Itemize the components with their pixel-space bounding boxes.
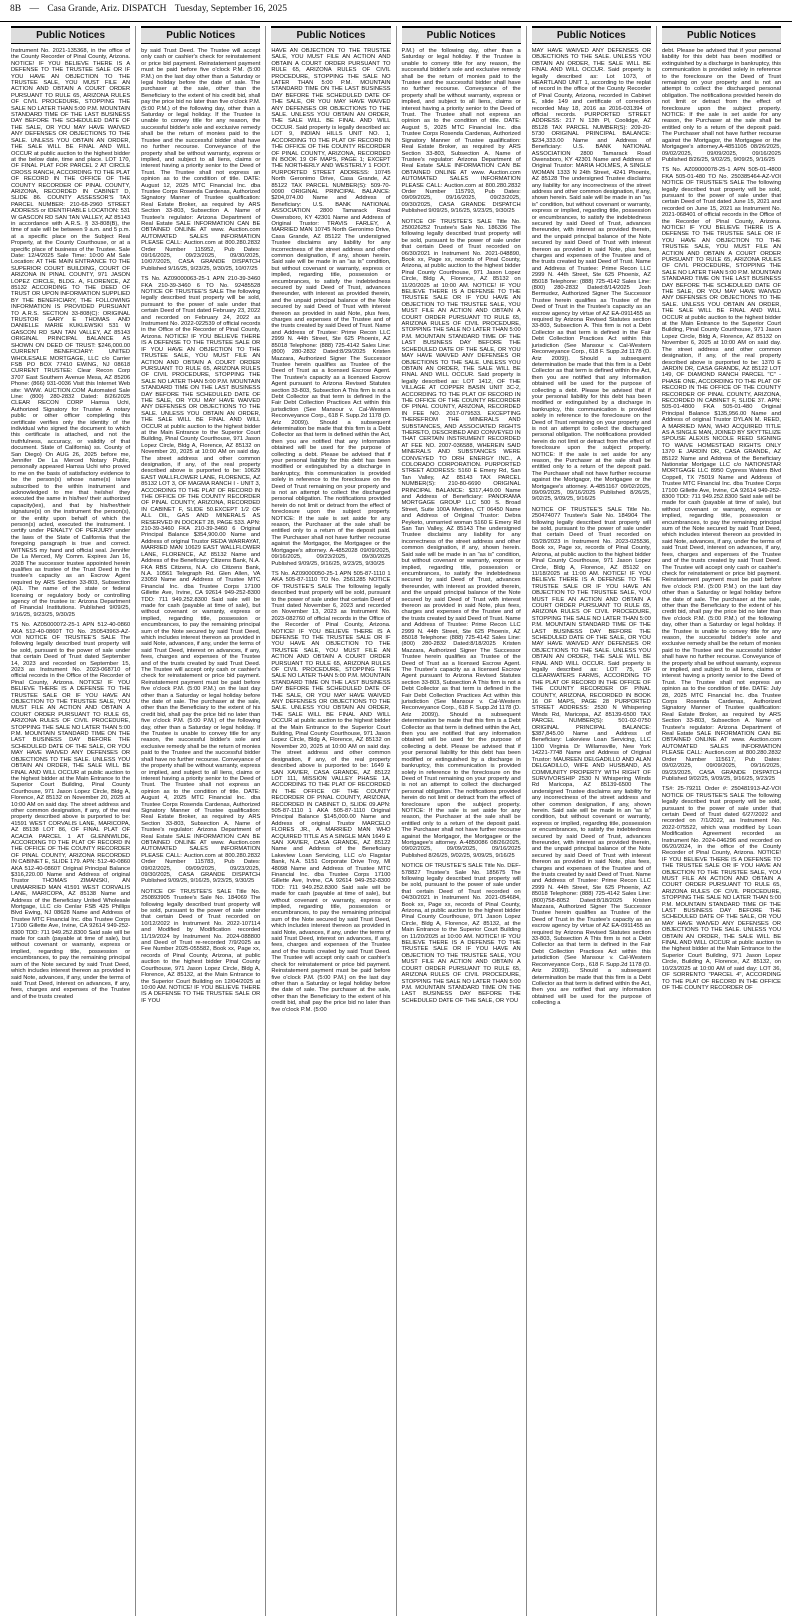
publication-date: Tuesday, September 16, 2025 bbox=[174, 4, 287, 14]
notice-columns bbox=[0, 22, 792, 1616]
header-dash: — bbox=[29, 4, 39, 14]
column-heading: Public Notices bbox=[532, 26, 651, 44]
page-header bbox=[0, 0, 792, 22]
notice-text: Instrument No. 2021-135368, in the office of the County Recorder of Pinal County, Arizona. NOTICE! IF YOU BELIEVE THERE IS A DEFENSE TO THE TRUSTEE SALE OR IF YOU HAVE AN OBJECTION TO THE TRUSTEE SALE, YOU MUST FILE AN ACTION AND OBTAIN A COURT ORDER PURSUANT TO RULE 65, ARIZONA RULES OF CIVIL PROCEDURE, STOPPING THE SALE NO LATER THAN 5:00 P.M. MOUNTAIN STANDARD TIME OF THE LAST BUSINESS DAY BEFORE THE SCHEDULED DATE OF THE SALE, OR YOU MAY HAVE WAIVED ANY DEFENSES OR OBJECTIONS TO THE SALE. UNLESS YOU OBTAIN AN ORDER, THE SALE WILL BE FINAL AND WILL OCCUR at public auction to the highest bidder at the below date, time and place. LOT 170, OF FINAL PLAT FOR PARCEL 2 AT CIRCLE CROSS RANCH, ACCORDING TO THE PLAT OF RECORD IN THE OFFICE OF THE COUNTY RECORDER OF PINAL COUNTY, ARIZONA, RECORDED IN CABINET D, SLIDE 86. COUNTY ASSESSOR'S TAX PARCEL NUMBER: 210-68-2960 STREET ADDRESS or IDENTIFIABLE LOCATION: 531 W GASCON RD SAN TAN VALLEY, AZ 85143 in accordance with A.R.S. § 33-808(B), the time of sale will be between 9 a.m. and 5 p.m. at a specific place on the Subject Real Property, at the County Courthouse, or at a specific place of business of the Trustee. Sale Date: 12/4/2025 Sale Time: 10:00 AM Sale Location: AT THE MAIN ENTRANCE TO THE SUPERIOR COURT BUILDING, COURT OF ARIZONA IN PINAL COUNTY, 971 JASON LOPEZ CIRCLE, BLDG. A, FLORENCE, AZ 85132 ACCORDING TO THE DEED OF TRUST OR UPON INFORMATION SUPPLIED BY THE BENEFICIARY, THE FOLLOWING INFORMATION IS PROVIDED PURSUANT TO A.R.S. SECTION 33-808(C): ORIGINAL TRUSTOR GARY E THOMAS AND DANIELLE MARIE KUKLEWSKI 531 W GASCON RD SAN TAN VALLEY, AZ 85143 ORIGINAL PRINCIPAL BALANCE AS SHOWN ON DEED OF TRUST: $246,000.00 CURRENT BENEFICIARY: UNITED WHOLESALE MORTGAGE, LLC c/o Carrier FSB PO BOX 77410 EWING, NJ 08618 CURRENT TRUSTEE: Clear Recon Corp 3707 East Southern Avenue Mesa, AZ 85206 Phone: (866) 931-0036 Visit this Internet Web site: WWW. AUCTION.COM Automated Sale Line: (800) 280-2832 Dated: 8/26/2025 CLEAR RECON CORP Hamsa Uchi, Authorized Signatory for Trustee A notary public or other officer completing this certificate verifies only the identity of the individual who signed the document to which this certificate is attached, and not the truthfulness, accuracy, or validity of that document. State of California) ss. County of San Diego) On AUG 26, 2025 before me, Jennifer De La Merced Notary Public, personally appeared Hamsa Uchi who proved to me on the basis of satisfactory evidence to be the person(s) whose name(s) is/are subscribed to the within instrument and acknowledged to me that he/she/ they executed the same in his/her/ their authorized capacity(ies), and that by his/her/their signature(s) on the instrument the person(s), or the entity upon behalf of which the person(s) acted, executed the instrument. I certify under PENALTY OF PERJURY under the laws of the State of California that the foregoing paragraph is true and correct. WITNESS my hand and official seal. Jennifer De La Merced, My Comm. Expires Jan 16, 2028 The successor trustee appointed herein qualifies as trustee of the Trust Deed in the trustee's capacity as an Escrow Agent required by ARS Section 33-803, Subsection (A)1. The name of the state or federal licensing or regulatory body or controlling agency of the trustee is: Arizona Department of Financial Institutions. Published 9/09/25, 9/16/25, 9/23/25, 9/30/25 bbox=[11, 48, 131, 618]
notice-text: debt. Please be advised that if your personal liability for this debt has been modified or extinguished by a discharge in bankruptcy, this communication is provided solely in reference to the foreclosure on the Deed of Trust remaining on your property and is not an attempt to collect the discharged personal obligation. The notifications provided herein do not limit or detract from the effect of foreclosure upon the subject property. NOTICE: If the sale is set aside for any reason, the Purchaser at the sale shall be entitled only to a return of the deposit paid. The Purchaser shall not have further recourse against the Mortgagor, the Mortgagee or the Mortgagee's attorney.A-4851105 08/26/2025, 09/02/2025, 09/09/2025, 09/16/2025 Published 8/26/25, 9/02/25, 9/09/25, 9/16/25 bbox=[661, 48, 782, 163]
notice-text: HAVE AN OBJECTION TO THE TRUSTEE SALE, YOU MUST FILE AN ACTION AND OBTAIN A COURT ORDER PURSUANT TO RULE 65, ARIZONA RULES OF CIVIL PROCEDURE, STOPPING THE SALE NO LATER THAN 5:00 P.M. MOUNTAIN STANDARD TIME ON THE LAST BUSINESS DAY BEFORE THE SCHEDULED DATE OF THE SALE, OR YOU MAY HAVE WAIVED ANY DEFENSES OR OBJECTIONS TO THE SALE. UNLESS YOU OBTAIN AN ORDER, THE SALE WILL BE FINAL AND WILL OCCUR. Said property is legally described as: LOT 9, INDIAN HILLS UNIT NO. 1, ACCORDING TO THE PLAT OF RECORD IN THE OFFICE OF THE COUNTY RECORDER OF PINAL COUNTY, ARIZONA, RECORDED IN BOOK 19 OF MAPS, PAGE 1; EXCEPT THE NORTHERLY AND WESTERLY 1 FOOT. PURPORTED STREET ADDRESS: 10745 North Geronimo Drive, Casa Grande, AZ 85122 TAX PARCEL NUMBER(S): 509-70-0090 ORIGINAL PRINCIPAL BALANCE: $204,074.00 Name and Address of Beneficiary: U.S. BANK NATIONAL ASSOCIATION 2800 Tamarack Road Owensboro, KY 42301 Name and Address of Original Trustor: TRAVIS FARLEY, A MARRIED MAN 10745 North Geronimo Drive, Casa Grande, AZ 85122 The undersigned Trustee disclaims any liability for any incorrectness of the street address and other common designation, if any, shown herein. Said sale will be made in an "as is" condition, but without covenant or warranty, express or implied, regarding title, possession or encumbrances, to satisfy the indebtedness secured by said Deed of Trust, advances thereunder, with interest as provided therein, and the unpaid principal balance of the Note secured by said Deed of Trust with interest thereon as provided in said Note, plus fees, charges and expenses of the Trustee and of the trusts created by said Deed of Trust. Name and Address of Trustee: Prime Recon LLC 2999 N. 44th Street, Ste 625 Phoenix, AZ 85018 Telephone: (888) 725-4142 Sales Line: (800) 280-2832 Dated:8/29/2025 Kristen Mazzara, Authorized Signer The Successor Trustee herein qualifies as Trustee of the Deed of Trust as a licensed Escrow Agent. The Trustee's capacity as a licensed Escrow Agent pursuant to Arizona Revised Statutes section 33-803, Subsection A This firm is not a Debt Collector as that term is defined in the Fair Debt Collection Practices Act within this jurisdiction (See Mansour v. Cal-Western Reconveyance Corp., 618 F. Supp.2d 1178 (D. Ariz 2009)). Should a subsequent determination be made that this firm is a Debt Collector as that term is defined within the Act, then you are notified that any information obtained will be used for the purpose of collecting a debt. Please be advised that if your personal liability for this debt has been modified or extinguished by a discharge in bankruptcy, this communication is provided solely in reference to the foreclosure on the Deed of Trust remaining on your property and is not an attempt to collect the discharged personal obligation. The notifications provided herein do not limit or detract from the effect of foreclosure upon the subject property. NOTICE: If the sale is set aside for any reason, the Purchaser at the sale shall be entitled only to a return of the deposit paid. The Purchaser shall not have further recourse against the Mortgagor, the Mortgagee or the Mortgagee's attorney. A-4852028 09/09/2025, 09/16/2025, 09/23/2025, 09/30/2025 Published 9/09/25, 9/16/25, 9/23/25, 9/30/25 bbox=[271, 48, 391, 567]
column-heading: Public Notices bbox=[662, 26, 781, 44]
notice-text: NOTICE OF TRUSTEE'S SALE Title No. DEF-578827 Trustee's Sale No. 185675 The following legally described trust property will be sold, pursuant to the power of sale under that certain Deed of Trust recorded on 04/30/2021 in Instrument No. 2021-054684, Book xx, Page xx, records of Pinal County, Arizona, at public auction to the highest bidder Pinal County Courthouse, 971 Jason Lopez Circle, Bldg A, Florence, AZ 85132, at the Main Entrance to the Superior Court Building on 11/20/2025 at 10:00 AM. NOTICE! IF YOU BELIEVE THERE IS A DEFENSE TO THE TRUSTEE SALE OR IF YOU HAVE AN OBJECTION TO THE TRUSTEE SALE, YOU MUST FILE AN ACTION AND OBTAIN A COURT ORDER PURSUANT TO RULE 65, ARIZONA RULES OF CIVIL PROCEDURE, STOPPING THE SALE NO LATER THAN 5:00 P.M. MOUNTAIN STANDARD TIME ON THE LAST BUSINESS DAY BEFORE THE SCHEDULED DATE OF THE SALE, OR YOU bbox=[401, 863, 521, 1004]
notice-text: P.M.) of the following day, other than a Saturday or legal holiday. If the Trustee is unable to convey title for any reason, the successful bidder's sole and exclusive remedy shall be the return of monies paid to the Trustee and the successful bidder shall have no further recourse. Conveyance of the property shall be without warranty, express or implied, and subject to all liens, claims or interest having a priority senior to the Deed of Trust. The Trustee shall not express an opinion as to the condition of title. DATE: August 5, 2025 MTC Financial Inc. dba Trustee Corps Rosenda Cardenas, Authorized Signatory Manner of Trustee qualification: Real Estate Broker, as required by ARS Section 33-803, Subsection A. Name of Trustee's regulator: Arizona Department of Real Estate SALE INFORMATION CAN BE OBTAINED ONLINE AT www. Auction.com AUTOMATED SALES INFORMATION PLEASE CALL: Auction.com at 800.280.2832 Order Number 115793, Pub Dates: 09/09/2025, 09/16/2025, 09/23/2025, 09/30/2025, CASA GRANDE DISPATCH Published 9/09/25, 9/16/25, 9/23/25, 9/30/25 bbox=[401, 48, 521, 215]
column-5 bbox=[527, 26, 657, 1616]
notice-text: TS#: 25-79211 Order #: 250481913-AZ-VOI NOTICE OF TRUSTEE'S SALE The following legally described trust property will be sold, pursuant to the power of sale under that certain Deed of Trust dated 6/27/2022 and recorded on 7/1/2022, as Instrument No. 2022-075522, which was modified by Loan Modification Agreement recorded as Instrument No. 2024-046296 and recorded on 06/20/2024, in the office of the County Recorder of Pinal County, Arizona. NOTICE! IF YOU BELIEVE THERE IS A DEFENSE TO THE TRUSTEE SALE OR IF YOU HAVE AN OBJECTION TO THE TRUSTEE SALE, YOU MUST FILE AN ACTION AND OBTAIN A COURT ORDER PURSUANT TO RULE 65, ARIZONA RULES OF CIVIL PROCEDURE, STOPPING THE SALE NO LATER THAN 5:00 P.M. MOUNTAIN STANDARD TIME OF THE LAST BUSINESS DAY BEFORE THE SCHEDULED DATE OF THE SALE, OR YOU MAY HAVE WAIVED ANY DEFENSES OR OBJECTIONS TO THE SALE. UNLESS YOU OBTAIN AN ORDER, THE SALE WILL BE FINAL AND WILL OCCUR at public auction to the highest bidder at the Main Entrance to the Superior Court Building, 971 Jason Lopez Circle, Building A, Florence, AZ 85132, on 10/23/2025 at 10:00 AM of said day: LOT 36, OF SORRENTO "PARCEL 4", ACCORDING TO THE PLAT OF RECORD IN THE OFFICE OF THE COUNTY RECORDER OF bbox=[661, 786, 782, 991]
notice-text: TS No. AZ09000078-25-1 APN 505-01-4800 FKA 505-01-480 TO No. 250385464-AZ-VOI NOTICE OF TRUSTEE'S SALE The following legally described trust property will be sold, pursuant to the power of sale under that certain Deed of Trust dated June 15, 2021 and recorded on June 15, 2021 as Instrument No. 2021-068401 of official records in the Office of the Recorder of Pinal County, Arizona. NOTICE! IF YOU BELIEVE THERE IS A DEFENSE TO THE TRUSTEE SALE OR IF YOU HAVE AN OBJECTION TO THE TRUSTEE SALE, YOU MUST FILE AN ACTION AND OBTAIN A COURT ORDER PURSUANT TO RULE 65, ARIZONA RULES OF CIVIL PROCEDURE, STOPPING THE SALE NO LATER THAN 5:00 P.M. MOUNTAIN STANDARD TIME ON THE LAST BUSINESS DAY BEFORE THE SCHEDULED DATE OF THE SALE, OR YOU MAY HAVE WAIVED ANY DEFENSES OR OBJECTIONS TO THE SALE. UNLESS YOU OBTAIN AN ORDER, THE SALE WILL BE FINAL AND WILL OCCUR at public auction to the highest bidder at the Main Entrance to the Superior Court Building, Pinal County Courthouse, 971 Jason Lopez Circle, Bldg A, Florence, AZ 85132 on November 6, 2025 at 10:00 AM on said day. The street address and other common designation, if any, of the real property described above is purported to be: 1370 E JARDIN DR, CASA GRANDE, AZ 85122 LOT 149, OF DIAMOND RANCH PARCEL "C" - PHASE ONE, ACCORDING TO THE PLAT OF RECORD IN THE OFFICE OF THE COUNTY RECORDER OF PINAL COUNTY, ARIZONA, RECORDED IN CABINET F, SLIDE 37. APN: 505-01-4800 FKA 505-01-480 Original Principal Balance $135,956.00 Name and Address of original Trustor DYLAN M. REED, A MARRIED MAN, WHO ACQUIRED TITLE AS A SINGLE MAN, JOINED BY SKYTTELIZE SPOUSE ALEXIS NICOLE REED SIGNING TO WAIVE HOMESTEAD RIGHTS ONLY 1370 E JARDIN DR, CASA GRANDE, AZ 85122 Name and Address of the Beneficiary Nationstar Mortgage LLC c/o NATIONSTAR MORTGAGE LLC 8950 Cypress Waters Blvd Coppell, TX 75019 Name and Address of Trustee MTC Financial Inc. dba Trustee Corps 17100 Gillette Ave, Irvine, CA 92614 949-252-8300 TDD: 711 949.252.8300 Said sale will be made for cash (payable at time of sale), but without covenant or warranty, express or implied, regarding title, possession or encumbrances, to pay the remaining principal sum of the Note secured by said Trust Deed, which includes interest thereon as provided in said Note, advances, if any, under the terms of said Trust Deed, interest on advances, if any, fees, charges and expenses of the Trustee and of the trusts created by said Trust Deed. The Trustee will accept only cash or cashier's check for reinstatement or price bid payment. Reinstatement payment must be paid before five o'clock P.M. (5:00 P.M.) on the last day other than a Saturday or legal holiday before the date of sale. The purchaser at the sale, other than the Beneficiary to the extent of his credit bid, shall pay the price bid no later than five o'clock P.M. (5:00 P.M.) of the following day, other than a Saturday or legal holiday. If the Trustee is unable to convey title for any reason, the successful bidder's sole and exclusive remedy shall be the return of monies paid to the Trustee and the successful bidder shall have no further recourse. Conveyance of the property shall be without warranty, express or implied, and subject to all liens, claims or interest having a priority senior to the Deed of Trust. The Trustee shall not express an opinion as to the condition of title. DATE: July 28, 2025 MTC Financial Inc. dba Trustee Corps Rosenda Cardenas, Authorized Signatory Manner of Trustee qualification: Real Estate Broker, as required by ARS Section 33-803, Subsection A. Name of Trustee's regulator: Arizona Department of Real Estate SALE INFORMATION CAN BE OBTAINED ONLINE AT www. Auction.com AUTOMATED SALES INFORMATION PLEASE CALL: Auction.com at 800.280.2832 Order Number 115617, Pub Dates: 09/02/2025, 09/09/2025, 09/16/2025, 09/23/2025, CASA GRANDE DISPATCH Published 9/02/25, 9/09/25, 9/16/25, 9/23/25 bbox=[661, 167, 782, 782]
column-3 bbox=[266, 26, 396, 1616]
column-2 bbox=[136, 26, 266, 1616]
column-heading: Public Notices bbox=[271, 26, 390, 44]
column-4 bbox=[397, 26, 527, 1616]
notice-text: NOTICE OF TRUSTEE'S SALE Title No. 250893905 Trustee's Sale No. 184069 The following legally described trust property will be sold, pursuant to the power of sale under that certain Deed of Trust recorded on 10/12/2022 in Instrument No. 2022-107114 and Modified by Modification recorded 11/19/2024 by Instrument No. 2024-088800 and Deed of Trust re-recorded 7/9/2025 as Fee Number 2025-055582, Book xx, Page xx, records of Pinal County, Arizona, at public auction to the highest bidder Pinal County Courthouse, 971 Jason Lopez Circle, Bldg A, Florence, AZ 85132, at the Main Entrance to the Superior Court Building on 12/04/2025 at 10:00 AM. NOTICE! IF YOU BELIEVE THERE IS A DEFENSE TO THE TRUSTEE SALE OR IF YOU bbox=[141, 888, 261, 1004]
publication-name: Casa Grande, Ariz. DISPATCH bbox=[47, 4, 167, 14]
notice-text: MAY HAVE WAIVED ANY DEFENSES OR OBJECTIONS TO THE SALE. UNLESS YOU OBTAIN AN ORDER, THE SALE WILL BE FINAL AND WILL OCCUR. Said property is legally described as: Lot 1073, of HEARTLAND UNIT 1, according to the replat of record in the office of the County Recorder of Pinal County, Arizona, recorded in Cabinet E, slide 149 and certificate of correction recorded May 18, 2016 as 2016-031394 of official records. PURPORTED STREET ADDRESS: 217 N 13th Pl, Coolidge, AZ 85128 TAX PARCEL NUMBER(S): 209-20-5730 ORIGINAL PRINCIPAL BALANCE: $234,333.00 Name and Address of Beneficiary: U.S. BANK NATIONAL ASSOCIATION 2800 Tamarack Road Owensboro, KY 42301 Name and Address of Original Trustor: MARIA HOLMES, A SINGLE WOMAN 1333 N 24th Street, 4241 Phoenix, AZ 85128 The undersigned Trustee disclaims any liability for any incorrectness of the street address and other common designation, if any, shown herein. Said sale will be made in an "as is" condition, but without covenant or warranty, express or implied, regarding title, possession or encumbrances, to satisfy the indebtedness secured by said Deed of Trust, advances thereunder, with interest as provided therein, and the unpaid principal balance of the Note secured by said Deed of Trust with interest thereon as provided in said Note, plus fees, charges and expenses of the Trustee and of the trusts created by said Deed of Trust. Name and Address of Trustee: Prime Recon LLC 2999 N. 44th Street, Ste 625 Phoenix, AZ 85018 Telephone: (888) 725-4142 Sales Line: (800) 280-2832 Dated:8/14/2025 Josh Bermudez, Authorized Signer The Successor Trustee herein qualifies as Trustee of the Deed of Trust in the Trustee's capacity as an escrow agency by virtue of AZ EA-0911455 as required by Arizona Revised Statutes section 33-803, Subsection A. This firm is not a Debt Collector as that term is defined in the Fair Debt Collection Practices Act within this jurisdiction (See Mansour v. Cal-Western Reconveyance Corp., 618 F. Supp.2d 1178 (D. Ariz 2009)). Should a subsequent determination be made that this firm is a Debt Collector as that term is defined within the Act, then you are notified that any information obtained will be used for the purpose of collecting a debt. Please be advised that if your personal liability for this debt has been modified or extinguished by a discharge in bankruptcy, this communication is provided solely in reference to the foreclosure on the Deed of Trust remaining on your property and is not an attempt to collect the discharged personal obligation. The notifications provided herein do not limit or detract from the effect of foreclosure upon the subject property. NOTICE: If the sale is set aside for any reason, the Purchaser at the sale shall be entitled only to a return of the deposit paid. The Purchaser shall not have further recourse against the Mortgagor, the Mortgagee or the Mortgagee's attorney. A-4851167 09/02/2025, 09/09/2025, 09/16/2025 Published 8/26/25, 9/02/25, 9/09/25, 9/16/25 bbox=[531, 48, 651, 503]
notice-text: TS No. AZ05000072-25-1 APN 512-40-0860 AKA 512-40-0860T TO No. 250543963-AZ-VOI NOTICE OF TRUSTEE'S SALE The following legally described trust property will be sold, pursuant to the power of sale under that certain Deed of Trust dated September 14, 2023 and recorded on September 15, 2023 as Instrument No. 2023-068710 of official records in the Office of the Recorder of Pinal County, Arizona. NOTICE! IF YOU BELIEVE THERE IS A DEFENSE TO THE TRUSTEE SALE OR IF YOU HAVE AN OBJECTION TO THE TRUSTEE SALE, YOU MUST FILE AN ACTION AND OBTAIN A COURT ORDER PURSUANT TO RULE 65, ARIZONA RULES OF CIVIL PROCEDURE, STOPPING THE SALE NO LATER THAN 5:00 P.M. MOUNTAIN STANDARD TIME ON THE LAST BUSINESS DAY BEFORE THE SCHEDULED DATE OF THE SALE, OR YOU MAY HAVE WAIVED ANY DEFENSES OR OBJECTIONS TO THE SALE. UNLESS YOU OBTAIN AN ORDER, THE SALE WILL BE FINAL AND WILL OCCUR at public auction to the highest bidder at the Main Entrance to the Superior Court Building, Pinal County Courthouse, 971 Jason Lopez Circle, Bldg A, Florence, AZ 85132 on November 20, 2025 at 10:00 AM on said day. The street address and other common designation, if any, of the real property described above is purported to be: 41591 WEST CORVALIS LANE, MARICOPA, AZ 85138 LOT 86, OF FINAL PLAT OF ACACIA PARCEL 1 AT GLENNWILDE, ACCORDING TO THE PLAT OF RECORD IN THE OFFICE OF THE COUNTY RECORDER OF PINAL COUNTY, ARIZONA RECORDED IN CABINET E, SLIDE 179. APN: 512-40-0860 AKA 512-40-0860T Original Principal Balance $316,220.00 Name and Address of original Trustor THOMAS ZIMANSKI, AN UNMARRIED MAN 41591 WEST CORVALIS LANE, MARICOPA, AZ 85138 Name and Address of the Beneficiary United Wholesale Mortgage, LLC c/o Cenlar FSB 425 Phillips Blvd Ewing, NJ 08628 Name and Address of Trustee MTC Financial Inc. dba Trustee Corps 17100 Gillette Ave, Irvine, CA 92614 949-252-8300 TDD: 711 949.252.8300 Said sale will be made for cash (payable at time of sale), but without covenant or warranty, express or implied, regarding title, possession or encumbrances, to pay the remaining principal sum of the Note secured by said Trust Deed, which includes interest thereon as provided in said Note, advances, if any, under the terms of said Trust Deed, interest on advances, if any, fees, charges and expenses of the Trustee and of the trusts created bbox=[11, 622, 131, 1000]
notice-text: by said Trust Deed. The Trustee will accept only cash or cashier's check for reinstatement or price bid payment. Reinstatement payment must be paid before five o'clock P.M. (5:00 P.M.) on the last day other than a Saturday or legal holiday before the date of sale. The purchaser at the sale, other than the Beneficiary to the extent of his credit bid, shall pay the price bid no later than five o'clock P.M. (5:00 P.M.) of the following day, other than a Saturday or legal holiday. If the Trustee is unable to convey title for any reason, the successful bidder's sole and exclusive remedy shall be the return of monies paid to the Trustee and the successful bidder shall have no further recourse. Conveyance of the property shall be without warranty, express or implied, and subject to all liens, claims or interest having a priority senior to the Deed of Trust. The Trustee shall not express an opinion as to the condition of title. DATE: August 12, 2025 MTC Financial Inc. dba Trustee Corps Rosenda Cardenas, Authorized Signatory Manner of Trustee qualification: Real Estate Broker, as required by ARS Section 33-803, Subsection A. Name of Trustee's regulator: Arizona Department of Real Estate SALE INFORMATION CAN BE OBTAINED ONLINE AT www. Auction.com AUTOMATED SALES INFORMATION PLEASE CALL: Auction.com at 800.280.2832 Order Number 115952, Pub Dates: 09/16/2025, 09/23/2025, 09/30/2025, 10/07/2025, CASA GRANDE DISPATCH Published 9/16/25, 9/23/25, 9/30/25, 10/07/25 bbox=[141, 48, 261, 272]
notice-text: NOTICE OF TRUSTEE'S SALE Title No. 250026252 Trustee's Sale No. 186336 The following legally described trust property will be sold, pursuant to the power of sale under that certain Deed of Trust recorded on 06/30/2021 in Instrument No. 2021-048890, Book xx, Page xx, records of Pinal County, Arizona, at public auction to the highest bidder Pinal County Courthouse, 971 Jason Lopez Circle, Bldg A, Florence, AZ 85132 on 11/20/2025 at 10:00 AM. NOTICE! IF YOU BELIEVE THERE IS A DEFENSE TO THE TRUSTEE SALE OR IF YOU HAVE AN OBJECTION TO THE TRUSTEE SALE, YOU MUST FILE AN ACTION AND OBTAIN A COURT ORDER PURSUANT TO RULE 65, ARIZONA RULES OF CIVIL PROCEDURE, STOPPING THE SALE NO LATER THAN 5:00 P.M. MOUNTAIN STANDARD TIME OF THE LAST BUSINESS DAY BEFORE THE SCHEDULED DATE OF THE SALE, OR YOU MAY HAVE WAIVED ANY DEFENSES OR OBJECTIONS TO THE SALE. UNLESS YOU OBTAIN AN ORDER, THE SALE WILL BE FINAL AND WILL OCCUR. Said property is legally described as: LOT 1412, OF THE VILLAGE AT COPPER BASIN UNIT 3C-2, ACCORDING TO THE PLAT OF RECORD IN THE OFFICE OF THE COUNTY RECORDER OF PINAL COUNTY, ARIZONA, RECORDED IN FEE NO. 2017-079533. EXCEPTING THEREFROM THE MINERALS AND SUBSTANCES, AND ASSOCIATED RIGHTS THERETO, DESCRIBED AND CONVEYED IN THAT CERTAIN INSTRUMENT RECORDED AT FEE NO. 2007-036588, WHEREIN SAID MINERALS AND SUBSTANCES WERE CONVEYED TO DRH ENERGY INC., A COLORADO CORPORATION. PURPORTED STREET ADDRESS: 5160 E Emery Rd, San Tan Valley, AZ 85143 TAX PARCEL NUMBER(S): 210-80-6690 ORIGINAL PRINCIPAL BALANCE: $317,449.00 Name and Address of Beneficiary: PANORAMA MORTGAGE GROUP LLC 500 S. Broad Street, Suite 100A Meriden, CT 06450 Name and Address of Original Trustor: Debra Peyketo, unmarried woman 5160 E Emery Rd San Tan Valley, AZ 85143 The undersigned Trustee disclaims any liability for any incorrectness of the street address and other common designation, if any, shown herein. Said sale will be made in an "as is" condition, but without covenant or warranty, express or implied, regarding title, possession or encumbrances, to satisfy the indebtedness secured by said Deed of Trust, advances thereunder, with interest as provided therein, and the unpaid principal balance of the Note secured by said Deed of Trust with interest thereon as provided in said Note, plus fees, charges and expenses of the Trustee and of the trusts created by said Deed of Trust. Name and Address of Trustee: Prime Recon LLC 2999 N. 44th Street, Ste 625 Phoenix, AZ 85018 Telephone: (888) 725-4142 Sales Line: (800) 280-2832 Dated:8/18/2025 Kristen Mazzara, Authorized Signer The Successor Trustee herein qualifies as Trustee of the Deed of Trust as a licensed Escrow Agent. The Trustee's capacity as a licensed Escrow Agent pursuant to Arizona Revised Statutes section 33-803, Subsection A This firm is not a Debt Collector as that term is defined in the Fair Debt Collection Practices Act within this jurisdiction (See Mansour v. Cal-Western Reconveyance Corp., 618 F. Supp.2d 1178 (D. Ariz 2009)). Should a subsequent determination be made that this firm is a Debt Collector as that term is defined within the Act, then you are notified that any information obtained will be used for the purpose of collecting a debt. Please be advised that if your personal liability for this debt has been modified or extinguished by a discharge in bankruptcy, this communication is provided solely in reference to the foreclosure on the Deed of Trust remaining on your property and is not an attempt to collect the discharged personal obligation. The notifications provided herein do not limit or detract from the effect of foreclosure upon the subject property. NOTICE: If the sale is set aside for any reason, the Purchaser at the sale shall be entitled only to a return of the deposit paid. The Purchaser shall not have further recourse against the Mortgagor, the Mortgagee or the Mortgagee's attorney. A-4850086 08/26/2025, 09/02/2025, 09/09/2025, 09/16/2025 Published 8/26/25, 9/02/25, 9/09/25, 9/16/25 bbox=[401, 218, 521, 859]
column-heading: Public Notices bbox=[141, 26, 260, 44]
column-heading: Public Notices bbox=[11, 26, 130, 44]
column-heading: Public Notices bbox=[402, 26, 521, 44]
page-number: 8B bbox=[10, 4, 22, 14]
column-1 bbox=[6, 26, 136, 1616]
notice-text: NOTICE OF TRUSTEE'S SALE Title No. 250474077 Trustee's Sale No. 184904 The following legally described trust property will be sold, pursuant to the power of sale under that certain Deed of Trust recorded on 03/28/2023 in Instrument No. 2023-025536, Book xx, Page xx, records of Pinal County, Arizona, at public auction to the highest bidder Pinal County Courthouse, 971 Jason Lopez Circle, Bldg A, Florence, AZ 85132 on 11/18/2025 at 11:00 AM. NOTICE! IF YOU BELIEVE THERE IS A DEFENSE TO THE TRUSTEE SALE OR IF YOU HAVE AN OBJECTION TO THE TRUSTEE SALE, YOU MUST FILE AN ACTION AND OBTAIN A COURT ORDER PURSUANT TO RULE 65, ARIZONA RULES OF CIVIL PROCEDURE, STOPPING THE SALE NO LATER THAN 5:00 P.M. MOUNTAIN STANDARD TIME OF THE LAST BUSINESS DAY BEFORE THE SCHEDULED DATE OF THE SALE, OR YOU MAY HAVE WAIVED ANY DEFENSES OR OBJECTIONS TO THE SALE. UNLESS YOU OBTAIN AN ORDER, THE SALE WILL BE FINAL AND WILL OCCUR. Said property is legally described as: LOT 75, OF CLEARWATERS FARMS, ACCORDING TO THE PLAT OF RECORD IN THE OFFICE OF THE COUNTY RECORDER OF PINAL COUNTY, ARIZONA, RECORDED IN BOOK 16 OF MAPS, PAGE 28 PURPORTED STREET ADDRESS: 2530 N Whispering Winds Rd, Maricopa, AZ 85139-6500 TAX PARCEL NUMBER(S): 501-02-0750 ORIGINAL PRINCIPAL BALANCE: $387,845.00 Name and Address of Beneficiary: Lakeview Loan Servicing, LLC 1100 Virginia Dr Willamsville, New York 14221-7748 Name and Address of Original Trustor: MAUREEN DELGADILLO AND ALAN DELGADILLO, WIFE AND HUSBAND, AS COMMUNITY PROPERTY WITH RIGHT OF SURVIVORSHIP 2530 N Whispering Winds Rd Maricopa, AZ 85139-6500 The undersigned Trustee disclaims any liability for any incorrectness of the street address and other common designation, if any, shown herein. Said sale will be made in an "as is" condition, but without covenant or warranty, express or implied, regarding title, possession or encumbrances, to satisfy the indebtedness secured by said Deed of Trust, advances thereunder, with interest as provided therein, and the unpaid principal balance of the Note secured by said Deed of Trust with interest thereon as provided in said Note, plus fees, charges and expenses of the Trustee and of the trusts created by said Deed of Trust. Name and Address of Trustee: Prime Recon LLC 2999 N. 44th Street, Ste 625 Phoenix, AZ 85018 Telephone: (888) 725-4142 Sales Line: (800)758-8052 Dated:8/18/2025 Kristen Mazzara, Authorized Signer The Successor Trustee herein qualifies as Trustee of the Deed of Trust in the Trustee's capacity as an escrow agency by virtue of AZ EA-0911455 as required by Arizona Revised Statutes section 33-803, Subsection A This firm is not a Debt Collector as that term is defined in the Fair Debt Collection Practices Act within this jurisdiction (See Mansour v. Cal-Western Reconveyance Corp., 618 F. Supp.2d 1178 (D. Ariz 2009)). Should a subsequent determination be made that this firm is a Debt Collector as that term is defined within the Act, then you are notified that any information obtained will be used for the purpose of collecting a bbox=[531, 506, 651, 1007]
notice-text: TS No. AZ09000063-25-1 APN 210-39-3460 FKA 210-39-3460 6 TO No. 92485528 NOTICE OF TRUSTEE'S SALE The following legally described trust property will be sold, pursuant to the power of sale under that certain Deed of Trust dated February 23, 2022 and recorded on February 24, 2022 as Instrument No. 2022-022539 of official records in the Office of the Recorder of Pinal County, Arizona. NOTICE! IF YOU BELIEVE THERE IS A DEFENSE TO THE TRUSTEE SALE OR IF YOU HAVE AN OBJECTION TO THE TRUSTEE SALE, YOU MUST FILE AN ACTION AND OBTAIN A COURT ORDER PURSUANT TO RULE 65, ARIZONA RULES OF CIVIL PROCEDURE, STOPPING THE SALE NO LATER THAN 5:00 P.M. MOUNTAIN STANDARD TIME ON THE LAST BUSINESS DAY BEFORE THE SCHEDULED DATE OF THE SALE, OR YOU MAY HAVE WAIVED ANY DEFENSES OR OBJECTIONS TO THE SALE. UNLESS YOU OBTAIN AN ORDER, THE SALE WILL BE FINAL AND WILL OCCUR at public auction to the highest bidder at the Main Entrance to the Superior Court Building, Pinal County Courthouse, 971 Jason Lopez Circle, Bldg A, Florence, AZ 85132 on November 20, 2025 at 10:00 AM on said day. The street address and other common designation, if any, of the real property described above is purported to be: 10629 EAST WALLFLOWER LANE, FLORENCE, AZ 85132 LOT 3, OF MAGMA RANCH I - UNIT 3, ACCORDING TO THE PLAT OF RECORD IN THE OFFICE OF THE COUNTY RECORDER OF PINAL COUNTY, ARIZONA, RECORDED IN CABINET F, SLIDE 50.EXCEPT 1/2 OF ALL OIL, GAS AND MINERALS AS RESERVED IN DOCKET 28, PAGE 533. APN: 210-39-3460 FKA 210-39-3460 6 Original Principal Balance $354,900.00 Name and Address of original Trustor REDA WARRAYAT, MARRIED MAN 10629 EAST WALLFLOWER LANE, FLORENCE, AZ 85132 Name and Address of the Beneficiary Citizens Bank, N.A. FKA RBS Citizens, N.A. c/o Citizens Bank, N.A. 10561 Telegraph Rd. Glen Allen, VA 23059 Name and Address of Trustee MTC Financial Inc. dba Trustee Corps 17100 Gillette Ave, Irvine, CA 92614 949-252-8300 TDD: 711 949.252.8300 Said sale will be made for cash (payable at time of sale), but without covenant or warranty, express or implied, regarding title, possession or encumbrances, to pay the remaining principal sum of the Note secured by said Trust Deed, which includes interest thereon as provided in said Note, advances, if any, under the terms of said Trust Deed, interest on advances, if any, fees, charges and expenses of the Trustee and of the trusts created by said Trust Deed. The Trustee will accept only cash or cashier's check for reinstatement or price bid payment. Reinstatement payment must be paid before five o'clock P.M. (5:00 P.M.) on the last day other than a Saturday or legal holiday before the date of sale. The purchaser at the sale, other than the Beneficiary to the extent of his credit bid, shall pay the price bid no later than five o'clock P.M. (5:00 P.M.) of the following day, other than a Saturday or legal holiday. If the Trustee is unable to convey title for any reason, the successful bidder's sole and exclusive remedy shall be the return of monies paid to the Trustee and the successful bidder shall have no further recourse. Conveyance of the property shall be without warranty, express or implied, and subject to all liens, claims or interest having a priority senior to the Deed of Trust. The Trustee shall not express an opinion as to the condition of title. DATE: August 4, 2025 MTC Financial Inc. dba Trustee Corps Rosenda Cardenas, Authorized Signatory Manner of Trustee qualification: Real Estate Broker, as required by ARS Section 33-803, Subsection A. Name of Trustee's regulator: Arizona Department of Real Estate SALE INFORMATION CAN BE OBTAINED ONLINE AT www. Auction.com AUTOMATED SALES INFORMATION PLEASE CALL: Auction.com at 800.280.2832 Order Number 115783, Pub Dates: 09/02/2025, 09/09/2025, 09/23/2025, 09/30/2025, CASA GRANDE DISPATCH Published 9/09/25, 9/16/25, 9/23/25, 9/30/25 bbox=[141, 276, 261, 885]
column-6 bbox=[657, 26, 786, 1616]
notice-text: TS No. AZ09000050-25-1 APN 505-87-1110 1 AKA 505-87-1110 TO No. 2561285 NOTICE OF TRUSTEE'S SALE The following legally described trust property will be sold, pursuant to the power of sale under that certain Deed of Trust dated November 6, 2023 and recorded on November 13, 2023 as Instrument No. 2023-082760 of official records in the Office of the Recorder of Pinal County, Arizona. NOTICE! IF YOU BELIEVE THERE IS A DEFENSE TO THE TRUSTEE SALE OR IF YOU HAVE AN OBJECTION TO THE TRUSTEE SALE, YOU MUST FILE AN ACTION AND OBTAIN A COURT ORDER PURSUANT TO RULE 65, ARIZONA RULES OF CIVIL PROCEDURE, STOPPING THE SALE NO LATER THAN 5:00 P.M. MOUNTAIN STANDARD TIME ON THE LAST BUSINESS DAY BEFORE THE SCHEDULED DATE OF THE SALE, OR YOU MAY HAVE WAIVED ANY DEFENSES OR OBJECTIONS TO THE SALE. UNLESS YOU OBTAIN AN ORDER, THE SALE WILL BE FINAL AND WILL OCCUR at public auction to the highest bidder at the Main Entrance to the Superior Court Building, Pinal County Courthouse, 971 Jason Lopez Circle, Bldg A, Florence, AZ 85132 on November 20, 2025 at 10:00 AM on said day. The street address and other common designation, if any, of the real property described above is purported to be: 1649 E SAN XAVIER, CASA GRANDE, AZ 85122 LOT 111, MISSION VALLEY PHASE 1A, ACCORDING TO THE PLAT OF RECORDED IN THE OFFICE OF THE COUNTY RECORDER OF PINAL COUNTY, ARIZONA, RECORDED IN CABINET D, SLIDE 09.APN: 505-87-1110 1 AKA 505-87-1110 Original Principal Balance $145,000.00 Name and Address of original Trustor MARCELO FLORES JR., A MARRIED MAN WHO ACQUIRED TITLE AS A SINGLE MAN 1649 E SAN XAVIER, CASA GRANDE, AZ 85122 Name and Address of the Beneficiary Lakeview Loan Servicing, LLC c/o Flagstar Bank, N.A. 5151 Corporate Drive Troy, MI 48098 Name and Address of Trustee MTC Financial Inc. dba Trustee Corps 17100 Gillette Ave, Irvine, CA 92614 949-252-8300 TDD: 711 949.252.8300 Said sale will be made for cash (payable at time of sale), but without covenant or warranty, express or implied, regarding title, possession or encumbrances, to pay the remaining principal sum of the Note secured by said Trust Deed, which includes interest thereon as provided in said Note, advances, if any, under the terms of said Trust Deed, interest on advances, if any, fees, charges and expenses of the Trustee and of the trusts created by said Trust Deed. The Trustee will accept only cash or cashier's check for reinstatement or price bid payment. Reinstatement payment must be paid before five o'clock P.M. (5:00 P.M.) on the last day other than a Saturday or legal holiday before the date of sale. The purchaser at the sale, other than the Beneficiary to the extent of his credit bid, shall pay the price bid no later than five o'clock P.M. (5:00 bbox=[271, 570, 391, 1013]
